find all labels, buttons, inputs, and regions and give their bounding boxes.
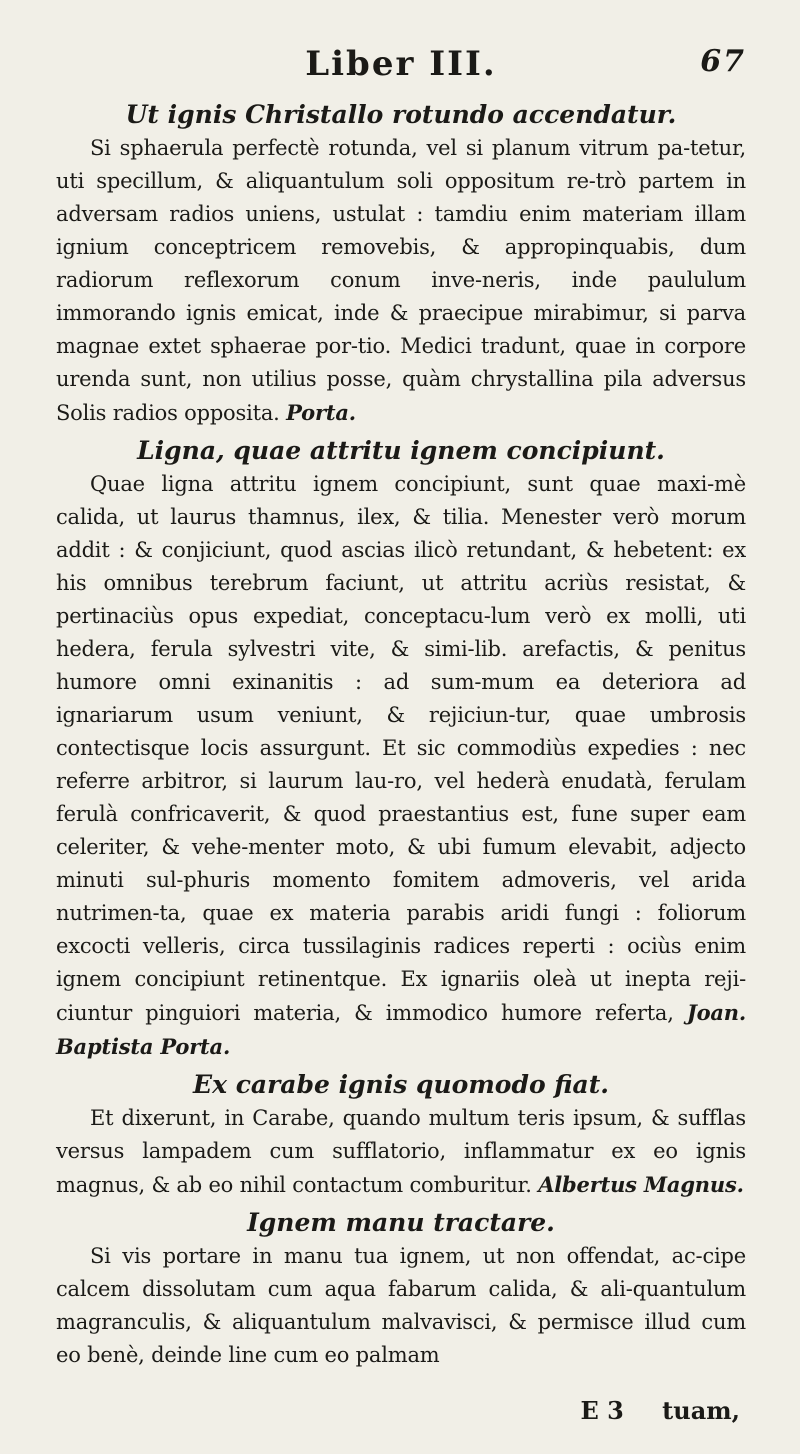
- section-body: [56, 468, 746, 1064]
- section-heading: Ligna, quae attritu ignem concipiunt.: [137, 436, 665, 465]
- section-3: [56, 1068, 746, 1202]
- running-header: [56, 44, 746, 94]
- catchword: tuam,: [662, 1396, 740, 1425]
- section-1: [56, 98, 746, 430]
- section-heading: Ignem manu tractare.: [247, 1208, 555, 1237]
- section-body: [56, 132, 746, 430]
- source-citation: Albertus Magnus.: [538, 1172, 744, 1197]
- section-2: [56, 434, 746, 1064]
- book-title: Liber III.: [305, 44, 497, 84]
- section-heading: Ut ignis Christallo rotundo accendatur.: [125, 100, 677, 129]
- source-citation: Joan. Baptista Porta.: [56, 1000, 746, 1059]
- section-heading: Ex carabe ignis quomodo fiat.: [193, 1070, 609, 1099]
- body-text: Quae ligna attritu ignem concipiunt, sunt quae maxi-mè calida, ut laurus thamnus, ilex, & tilia. Menester verò morum addit : & conjiciunt, quod ascias ilicò retundant, & hebetent: ex his omnibus terebrum faciunt, ut attritu acriùs resistat, & pertinaciùs opus expediat, conceptacu-lum verò ex molli, uti hedera, ferula sylvestri vite, & simi-lib. arefactis, & penitus humore omni exinanitis : ad sum-mum ea deteriora ad ignariarum usum veniunt, & rejiciun-tur, quae umbrosis contectisque locis assurgunt. Et sic commodiùs expedies : nec referre arbitror, si laurum lau-ro, vel hederà enudatà, ferulam ferulà confricaverit, & quod praestantius est, fune super eam celeriter, & vehe-menter moto, & ubi fumum elevabit, adjecto minuti sul-phuris momento fomitem admoveris, vel arida nutrimen-ta, quae ex materia parabis aridi fungi : foliorum excocti velleris, circa tussilaginis radices reperti : ociùs enim ignem concipiunt retinentque. Ex ignariis oleà ut inepta reji-ciuntur pinguiori materia, & immodico humore referta,: [56, 472, 746, 1025]
- section-body: [56, 1240, 746, 1372]
- signature-mark: E 3: [580, 1396, 624, 1425]
- page-footer: [550, 1396, 740, 1425]
- section-4: [56, 1206, 746, 1372]
- source-citation: Porta.: [286, 400, 356, 425]
- section-body: [56, 1102, 746, 1202]
- body-text: Et dixerunt, in Carabe, quando multum teris ipsum, & sufflas versus lampadem cum sufflatorio, inflammatur ex eo ignis magnus, & ab eo nihil contactum comburitur.: [56, 1106, 746, 1197]
- page-number: 67: [700, 44, 746, 79]
- body-text: Si vis portare in manu tua ignem, ut non offendat, ac-cipe calcem dissolutam cum aqua fabarum calida, & ali-quantulum magranculis, & aliquantulum malvavisci, & permisce illud cum eo benè, deinde line cum eo palmam: [56, 1244, 746, 1367]
- body-text: Si sphaerula perfectè rotunda, vel si planum vitrum pa-tetur, uti specillum, & aliquantulum soli oppositum re-trò partem in adversam radios uniens, ustulat : tamdiu enim materiam illam ignium conceptricem removebis, & appropinquabis, dum radiorum reflexorum conum inve-neris, inde paululum immorando ignis emicat, inde & praecipue mirabimur, si parva magnae extet sphaerae por-tio. Medici tradunt, quae in corpore urenda sunt, non utilius posse, quàm chrystallina pila adversus Solis radios opposita.: [56, 136, 746, 425]
